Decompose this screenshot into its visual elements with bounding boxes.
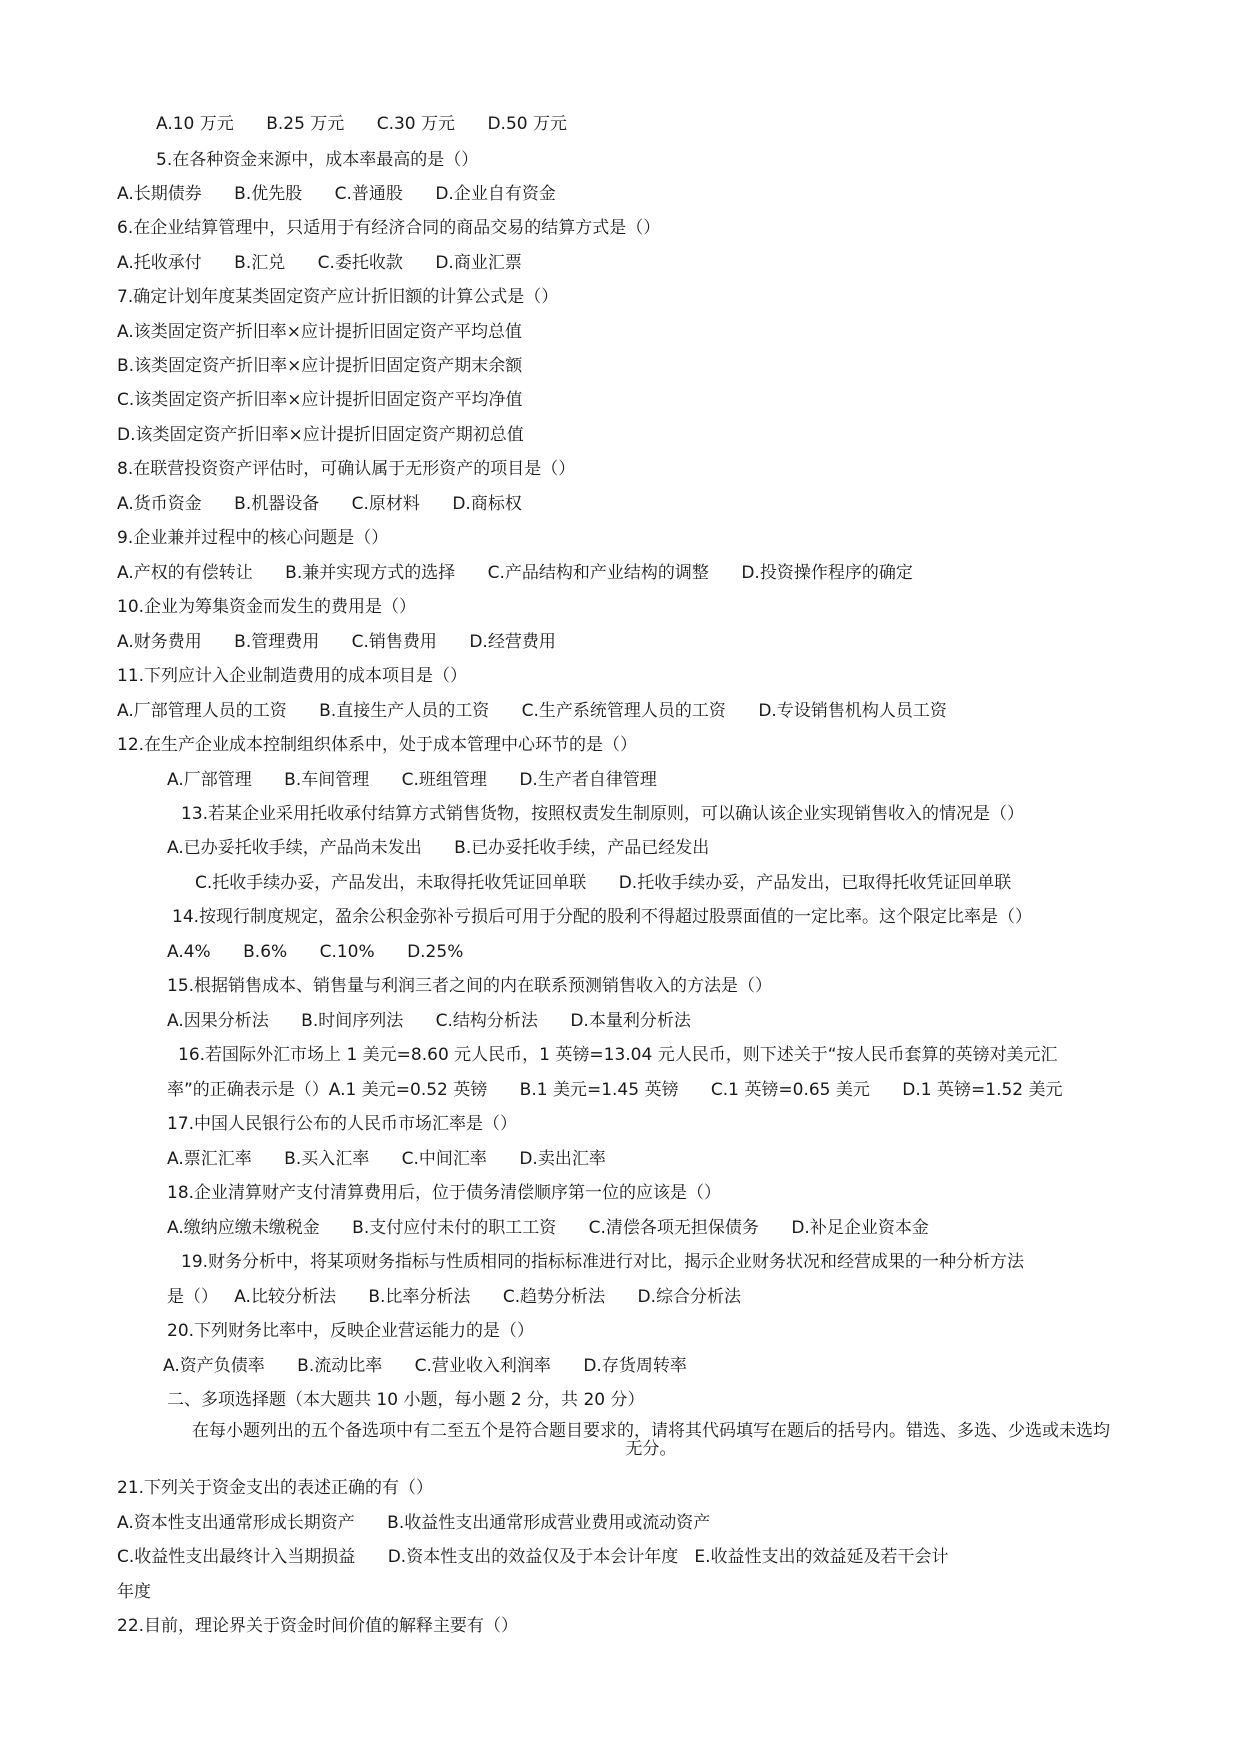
q7-option-a: A.该类固定资产折旧率×应计提折旧固定资产平均总值: [117, 322, 522, 342]
q7-option-b: B.该类固定资产折旧率×应计提折旧固定资产期末余额: [117, 356, 523, 376]
q5-stem: 5.在各种资金来源中，成本率最高的是（）: [156, 150, 479, 170]
q21-options-cde: C.收益性支出最终计入当期损益 D.资本性支出的效益仅及于本会计年度 E.收益性支出的效益延及若干会计: [117, 1547, 949, 1567]
q18-stem: 18.企业清算财产支付清算费用后，位于债务清偿顺序第一位的应该是（）: [167, 1183, 722, 1203]
q11-stem: 11.下列应计入企业制造费用的成本项目是（）: [117, 666, 468, 686]
q12-options: A.厂部管理 B.车间管理 C.班组管理 D.生产者自律管理: [167, 770, 657, 790]
q21-options-ab: A.资本性支出通常形成长期资产 B.收益性支出通常形成营业费用或流动资产: [117, 1513, 711, 1533]
q7-option-d: D.该类固定资产折旧率×应计提折旧固定资产期初总值: [117, 425, 524, 445]
q22-stem: 22.目前，理论界关于资金时间价值的解释主要有（）: [117, 1616, 519, 1636]
q19-stem-options: 是（） A.比较分析法 B.比率分析法 C.趋势分析法 D.综合分析法: [167, 1287, 742, 1307]
section-heading: 二、多项选择题（本大题共 10 小题，每小题 2 分，共 20 分）: [167, 1390, 645, 1410]
q21-option-e-continued: 年度: [117, 1582, 151, 1602]
q7-option-c: C.该类固定资产折旧率×应计提折旧固定资产平均净值: [117, 390, 523, 410]
q8-options: A.货币资金 B.机器设备 C.原材料 D.商标权: [117, 494, 522, 514]
q15-stem: 15.根据销售成本、销售量与利润三者之间的内在联系预测销售收入的方法是（）: [167, 976, 773, 996]
q16-stem-options: 率”的正确表示是（）A.1 美元=0.52 英镑 B.1 美元=1.45 英镑 C.1 英镑=0.65 美元 D.1 英镑=1.52 美元: [167, 1080, 1063, 1100]
q16-stem: 16.若国际外汇市场上 1 美元=8.60 元人民币，1 英镑=13.04 元人民币，则下述关于“按人民币套算的英镑对美元汇: [178, 1045, 1058, 1065]
q13-options-cd: C.托收手续办妥，产品发出，未取得托收凭证回单联 D.托收手续办妥，产品发出，已取得托收凭证回单联: [195, 873, 1012, 893]
q8-stem: 8.在联营投资资产评估时，可确认属于无形资产的项目是（）: [117, 459, 576, 479]
q19-stem: 19.财务分析中，将某项财务指标与性质相同的指标标准进行对比，揭示企业财务状况和经营成果的一种分析方法: [181, 1252, 1025, 1272]
q10-stem: 10.企业为筹集资金而发生的费用是（）: [117, 597, 417, 617]
q5-options: A.长期债券 B.优先股 C.普通股 D.企业自有资金: [117, 184, 556, 204]
q10-options: A.财务费用 B.管理费用 C.销售费用 D.经营费用: [117, 632, 556, 652]
q6-stem: 6.在企业结算管理中，只适用于有经济合同的商品交易的结算方式是（）: [117, 218, 661, 238]
q9-stem: 9.企业兼并过程中的核心问题是（）: [117, 528, 389, 548]
q13-stem: 13.若某企业采用托收承付结算方式销售货物，按照权责发生制原则，可以确认该企业实现销售收入的情况是（）: [181, 804, 1025, 824]
q17-stem: 17.中国人民银行公布的人民币市场汇率是（）: [167, 1114, 518, 1134]
q20-stem: 20.下列财务比率中，反映企业营运能力的是（）: [167, 1321, 535, 1341]
section-instructions: 在每小题列出的五个备选项中有二至五个是符合题目要求的，请将其代码填写在题后的括号内。错选、多选、少选或未选均无分。: [192, 1421, 1110, 1459]
q13-options-ab: A.已办妥托收手续，产品尚未发出 B.已办妥托收手续，产品已经发出: [167, 838, 710, 858]
q12-stem: 12.在生产企业成本控制组织体系中，处于成本管理中心环节的是（）: [117, 735, 638, 755]
q6-options: A.托收承付 B.汇兑 C.委托收款 D.商业汇票: [117, 253, 522, 273]
q7-stem: 7.确定计划年度某类固定资产应计折旧额的计算公式是（）: [117, 287, 559, 307]
q14-stem: 14.按现行制度规定，盈余公积金弥补亏损后可用于分配的股利不得超过股票面值的一定比率。这个限定比率是（）: [172, 907, 1033, 927]
q18-options: A.缴纳应缴未缴税金 B.支付应付未付的职工工资 C.清偿各项无担保债务 D.补足企业资本金: [167, 1218, 929, 1238]
q17-options: A.票汇汇率 B.买入汇率 C.中间汇率 D.卖出汇率: [167, 1149, 606, 1169]
q4-options: A.10 万元 B.25 万元 C.30 万元 D.50 万元: [156, 114, 567, 134]
q9-options: A.产权的有偿转让 B.兼并实现方式的选择 C.产品结构和产业结构的调整 D.投资操作程序的确定: [117, 563, 913, 583]
q20-options: A.资产负债率 B.流动比率 C.营业收入利润率 D.存货周转率: [163, 1356, 687, 1376]
q14-options: A.4% B.6% C.10% D.25%: [167, 942, 464, 962]
q21-stem: 21.下列关于资金支出的表述正确的有（）: [117, 1478, 434, 1498]
q11-options: A.厂部管理人员的工资 B.直接生产人员的工资 C.生产系统管理人员的工资 D.专设销售机构人员工资: [117, 701, 947, 721]
q15-options: A.因果分析法 B.时间序列法 C.结构分析法 D.本量利分析法: [167, 1011, 691, 1031]
